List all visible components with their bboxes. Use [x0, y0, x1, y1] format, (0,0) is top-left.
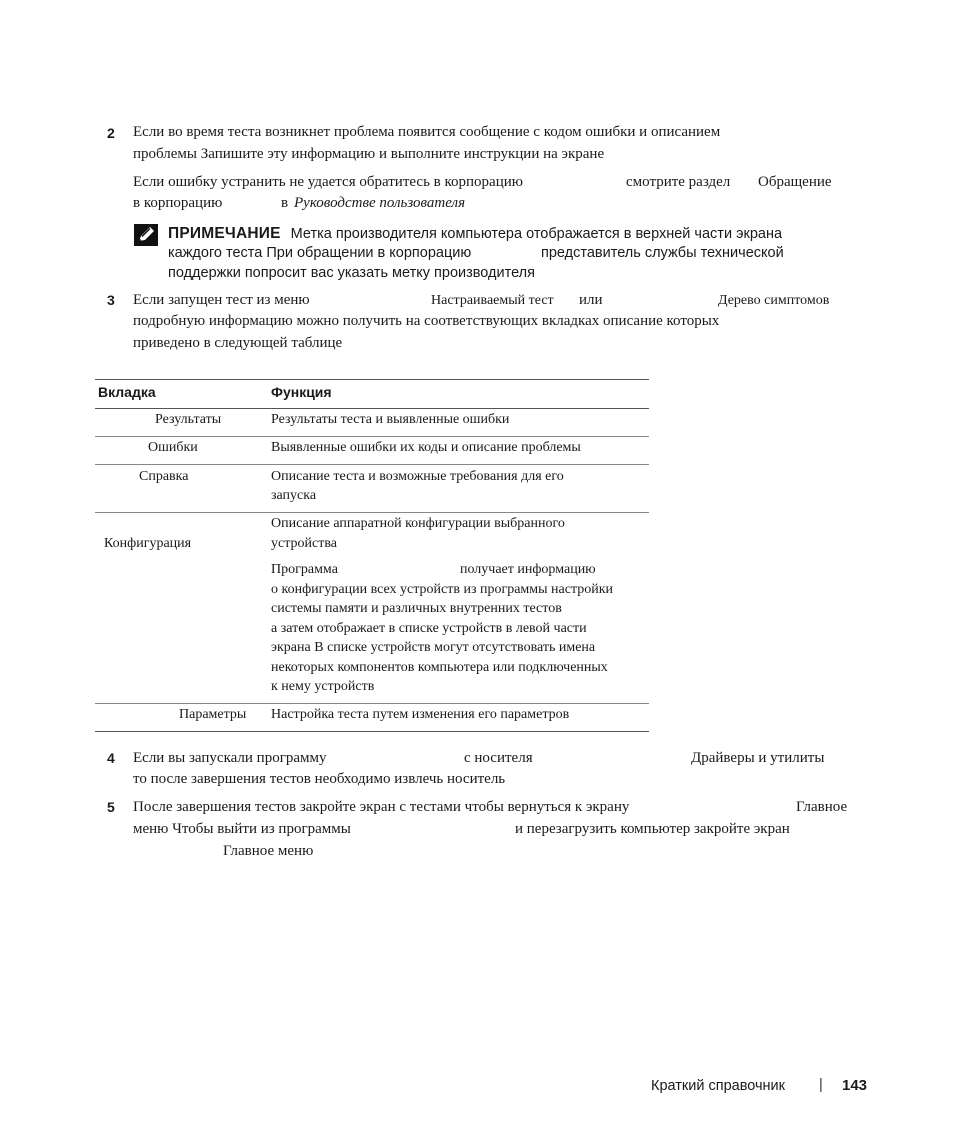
step-number-2: 2	[107, 125, 115, 141]
page-number: 143	[842, 1077, 868, 1094]
table-row-config-p2-l4: а затем отображает в списке устройств в левой части	[271, 621, 587, 636]
table-header-rule	[95, 408, 649, 409]
footer-separator: |	[819, 1077, 823, 1093]
step5-line1b: Главное	[796, 799, 848, 815]
note-line2b: представитель службы технической	[541, 245, 784, 261]
step3-line2: подробную информацию можно получить на соответствующих вкладках описание которых	[133, 313, 720, 329]
table-row-help-function-l2: запуска	[271, 488, 317, 503]
step5-line2a: меню Чтобы выйти из программы	[133, 821, 351, 837]
drivers-utilities-media: Драйверы и утилиты	[691, 750, 825, 766]
table-row-divider	[95, 464, 649, 465]
table-row-config-p2-l2: о конфигурации всех устройств из программы настройки	[271, 582, 614, 597]
table-row-config-p2-l3: системы памяти и различных внутренних тестов	[271, 601, 562, 616]
step2-contact-line1c: Обращение	[758, 174, 832, 190]
note-line2a: каждого теста При обращении в корпорацию	[168, 245, 472, 261]
note-line1-text: Метка производителя компьютера отображается в верхней части экрана	[290, 226, 783, 242]
table-row-results-tab: Результаты	[155, 412, 222, 427]
step2-contact-line2b: в	[281, 195, 289, 211]
table-row-config-p2-l6: некоторых компонентов компьютера или подключенных	[271, 660, 608, 675]
table-row-errors-tab: Ошибки	[148, 440, 198, 455]
table-row-divider	[95, 703, 649, 704]
table-top-rule	[95, 379, 649, 380]
symptom-tree-menu: Дерево симптомов	[718, 293, 830, 308]
step4-line2: то после завершения тестов необходимо извлечь носитель	[133, 771, 506, 787]
table-row-help-tab: Справка	[139, 469, 189, 484]
step-number-5: 5	[107, 799, 115, 815]
table-row-config-tab: Конфигурация	[104, 536, 192, 551]
table-header-tab: Вкладка	[98, 384, 156, 400]
step5-line1a: После завершения тестов закройте экран с тестами чтобы вернуться к экрану	[133, 799, 630, 815]
table-row-divider	[95, 436, 649, 437]
table-header-function: Функция	[271, 384, 332, 400]
table-row-errors-function: Выявленные ошибки их коды и описание проблемы	[271, 440, 581, 455]
user-guide-reference: Руководстве пользователя	[294, 195, 466, 211]
step4-line1b: с носителя	[464, 750, 533, 766]
step2-line2: проблемы Запишите эту информацию и выполните инструкции на экране	[133, 146, 605, 162]
step3-line1a: Если запущен тест из меню	[133, 292, 310, 308]
footer-title: Краткий справочник	[651, 1078, 785, 1094]
table-row-help-function-l1: Описание теста и возможные требования для его	[271, 469, 564, 484]
step2-contact-line1b: смотрите раздел	[626, 174, 731, 190]
table-row-config-p2-l7: к нему устройств	[271, 679, 375, 694]
note-label: ПРИМЕЧАНИЕ	[168, 225, 281, 242]
table-row-params-function: Настройка теста путем изменения его параметров	[271, 707, 570, 722]
table-row-config-function-l2: устройства	[271, 536, 337, 551]
step-number-3: 3	[107, 292, 115, 308]
table-row-config-p2-l1b: получает информацию	[460, 562, 596, 577]
step4-line1a: Если вы запускали программу	[133, 750, 327, 766]
step2-contact-line2a: в корпорацию	[133, 195, 223, 211]
step2-contact-line1a: Если ошибку устранить не удается обратитесь в корпорацию	[133, 174, 523, 190]
table-bottom-rule	[95, 731, 649, 732]
step2-line1: Если во время теста возникнет проблема появится сообщение с кодом ошибки и описанием	[133, 124, 721, 140]
step5-line2b: и перезагрузить компьютер закройте экран	[515, 821, 790, 837]
table-row-config-function-l1: Описание аппаратной конфигурации выбранного	[271, 516, 565, 531]
table-row-params-tab: Параметры	[179, 707, 247, 722]
table-row-divider	[95, 512, 649, 513]
custom-test-menu: Настраиваемый тест	[431, 293, 554, 308]
step-number-4: 4	[107, 750, 115, 766]
main-menu-screen: Главное меню	[223, 843, 314, 859]
note-line3: поддержки попросит вас указать метку производителя	[168, 265, 535, 281]
note-line1	[168, 225, 782, 243]
note-pencil-icon	[134, 224, 158, 246]
step3-line1c: или	[579, 292, 603, 308]
table-row-config-p2-l1a: Программа	[271, 562, 338, 577]
table-row-results-function: Результаты теста и выявленные ошибки	[271, 412, 510, 427]
table-row-config-p2-l5: экрана В списке устройств могут отсутствовать имена	[271, 640, 596, 655]
step3-line3: приведено в следующей таблице	[133, 335, 343, 351]
